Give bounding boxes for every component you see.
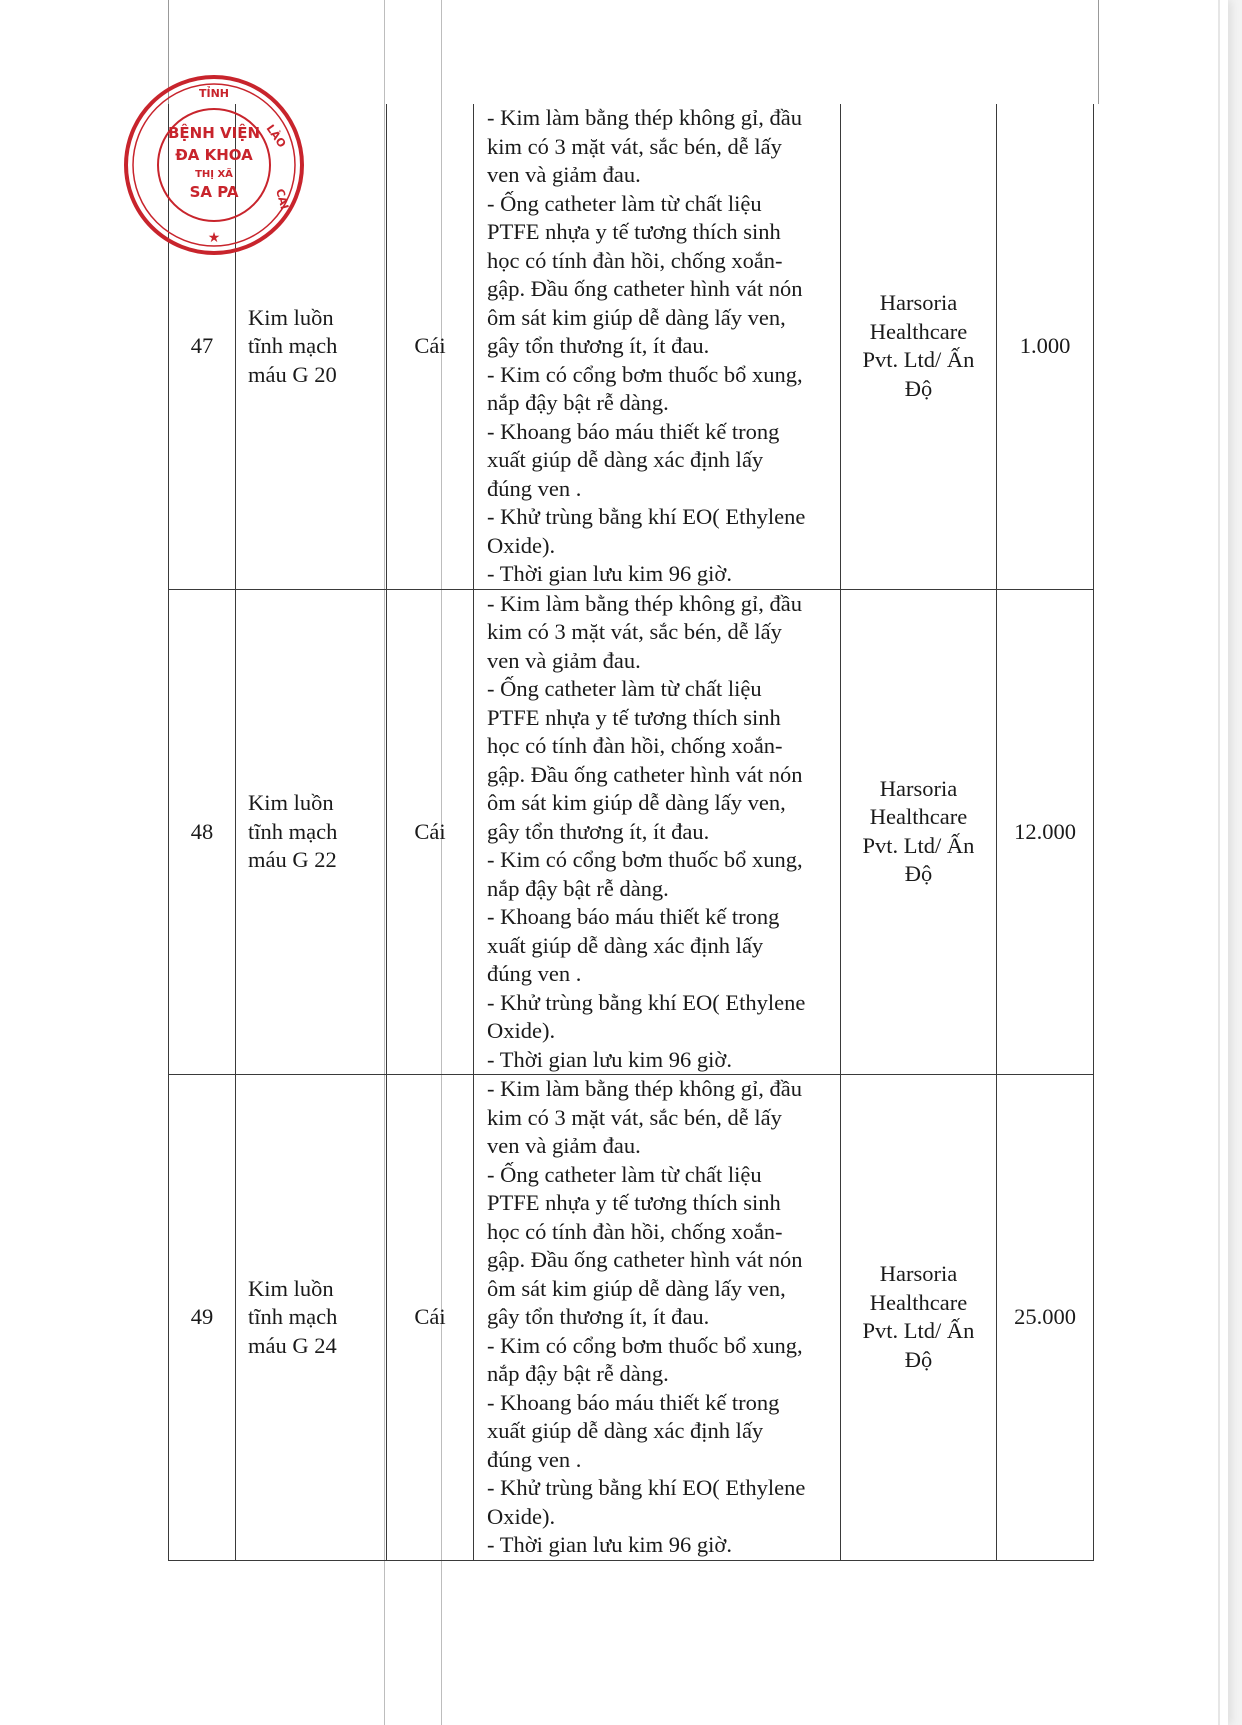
description-line: học có tính đàn hồi, chống xoắn- — [487, 1218, 783, 1244]
description-line: nắp đậy bật rễ dàng. — [487, 875, 669, 901]
quantity-value: 12.000 — [1014, 818, 1076, 844]
seal-line-2: ĐA KHOA — [175, 146, 253, 164]
product-spec-table — [168, 104, 1094, 1561]
description-line: - Ống catheter làm từ chất liệu — [487, 1161, 762, 1187]
manufacturer-line: Độ — [904, 861, 933, 887]
cell-description — [474, 104, 841, 589]
description-line: nắp đậy bật rễ dàng. — [487, 1361, 669, 1386]
seal-line-1: BỆNH VIỆN — [168, 124, 260, 142]
manufacturer-line: Pvt. Ltd/ Ấn — [862, 1318, 975, 1344]
manufacturer-line: Độ — [904, 1346, 933, 1372]
description-line: gây tổn thương ít, ít đau. — [487, 333, 710, 358]
description-line: - Kim có cổng bơm thuốc bổ xung, — [487, 847, 803, 872]
product-name-line: tĩnh mạch — [248, 818, 338, 844]
seal-star-icon: ★ — [207, 230, 221, 246]
seal-line-3: THỊ XÃ — [195, 169, 233, 180]
description-line: xuất giúp dễ dàng xác định lấy — [487, 447, 764, 472]
unit-text: Cái — [414, 1304, 446, 1329]
description-line: - Kim có cổng bơm thuốc bổ xung, — [487, 361, 803, 387]
description-line: Oxide). — [487, 532, 556, 558]
description-line: kim có 3 mặt vát, sắc bén, dễ lấy — [487, 1104, 782, 1130]
product-name-line: Kim luồn — [248, 790, 334, 815]
cell-description — [474, 589, 841, 1075]
description-line: gây tổn thương ít, ít đau. — [487, 1304, 710, 1329]
description-line: - Ống catheter làm từ chất liệu — [487, 676, 762, 701]
cell-manufacturer — [841, 1075, 997, 1561]
manufacturer-line: Pvt. Ltd/ Ấn — [862, 347, 975, 373]
description-line: kim có 3 mặt vát, sắc bén, dễ lấy — [487, 619, 782, 644]
seal-text-right: CAI — [273, 187, 292, 211]
page-edge — [1218, 0, 1220, 1725]
product-name-line: tĩnh mạch — [248, 333, 338, 358]
table-border-stub — [1098, 0, 1099, 104]
cell-product-name — [236, 589, 387, 1075]
row-number: 48 — [190, 818, 214, 844]
cell-quantity — [997, 589, 1094, 1075]
manufacturer-line: Pvt. Ltd/ Ấn — [862, 832, 975, 858]
cell-stt — [169, 1075, 236, 1561]
cell-manufacturer — [841, 104, 997, 589]
description-line: - Khử trùng bằng khí EO( Ethylene — [487, 989, 806, 1015]
description-line: - Khử trùng bằng khí EO( Ethylene — [487, 504, 806, 529]
description-line: PTFE nhựa y tế tương thích sinh — [487, 219, 781, 244]
description-line: - Ống catheter làm từ chất liệu — [487, 190, 762, 216]
row-number: 47 — [190, 333, 214, 358]
description-line: ôm sát kim giúp dễ dàng lấy ven, — [487, 1275, 786, 1301]
unit-text: Cái — [414, 818, 446, 844]
table-row — [169, 589, 1094, 1075]
description-line: - Khoang báo máu thiết kế trong — [487, 904, 780, 929]
description-line: đúng ven . — [487, 475, 582, 501]
description-line: - Kim làm bằng thép không gỉ, đầu — [487, 1076, 802, 1101]
description-line: gập. Đầu ống catheter hình vát nón — [487, 761, 803, 787]
cell-quantity — [997, 1075, 1094, 1561]
hospital-seal-stamp — [118, 70, 310, 260]
cell-product-name — [236, 1075, 387, 1561]
description-line: Oxide). — [487, 1018, 556, 1043]
description-line: gập. Đầu ống catheter hình vát nón — [487, 276, 803, 301]
description-line: - Thời gian lưu kim 96 giờ. — [487, 1046, 732, 1072]
product-name-line: máu G 20 — [248, 361, 337, 387]
cell-unit — [387, 589, 474, 1075]
quantity-value: 25.000 — [1014, 1304, 1076, 1329]
description-line: nắp đậy bật rễ dàng. — [487, 390, 669, 415]
row-number: 49 — [190, 1304, 214, 1329]
product-name-line: máu G 22 — [248, 847, 337, 872]
table-row — [169, 1075, 1094, 1561]
manufacturer-line: Harsoria — [879, 290, 958, 316]
description-line: - Khoang báo máu thiết kế trong — [487, 1389, 780, 1415]
unit-text: Cái — [414, 333, 446, 358]
seal-line-4: SA PA — [189, 183, 239, 201]
manufacturer-line: Healthcare — [869, 318, 968, 344]
manufacturer-line: Harsoria — [879, 1261, 958, 1287]
cell-quantity — [997, 104, 1094, 589]
cell-manufacturer — [841, 589, 997, 1075]
product-name-line: tĩnh mạch — [248, 1304, 338, 1329]
description-line: - Kim làm bằng thép không gỉ, đầu — [487, 590, 802, 616]
cell-description — [474, 1075, 841, 1561]
manufacturer-line: Độ — [904, 375, 933, 401]
seal-text-top: TỈNH — [198, 87, 230, 100]
description-line: - Thời gian lưu kim 96 giờ. — [487, 561, 732, 586]
description-line: - Khử trùng bằng khí EO( Ethylene — [487, 1475, 806, 1500]
description-line: Oxide). — [487, 1503, 556, 1529]
description-line: xuất giúp dễ dàng xác định lấy — [487, 1418, 764, 1443]
description-line: đúng ven . — [487, 1446, 582, 1472]
description-line: - Khoang báo máu thiết kế trong — [487, 418, 780, 444]
cell-unit — [387, 104, 474, 589]
description-line: ôm sát kim giúp dễ dàng lấy ven, — [487, 304, 786, 330]
description-line: - Kim có cổng bơm thuốc bổ xung, — [487, 1332, 803, 1358]
manufacturer-line: Healthcare — [869, 1289, 968, 1315]
description-line: học có tính đàn hồi, chống xoắn- — [487, 733, 783, 758]
description-line: ven và giảm đau. — [487, 162, 641, 187]
description-line: ôm sát kim giúp dễ dàng lấy ven, — [487, 790, 786, 815]
manufacturer-line: Healthcare — [869, 804, 968, 830]
description-line: học có tính đàn hồi, chống xoắn- — [487, 247, 783, 273]
quantity-value: 1.000 — [1019, 333, 1071, 358]
description-line: đúng ven . — [487, 961, 582, 986]
seal-text-right-top: LÀO — [263, 122, 289, 151]
description-line: gập. Đầu ống catheter hình vát nón — [487, 1247, 803, 1272]
description-line: - Thời gian lưu kim 96 giờ. — [487, 1532, 732, 1557]
description-line: kim có 3 mặt vát, sắc bén, dễ lấy — [487, 133, 782, 159]
description-line: gây tổn thương ít, ít đau. — [487, 818, 710, 844]
product-name-line: máu G 24 — [248, 1332, 337, 1358]
cell-stt — [169, 589, 236, 1075]
description-line: ven và giảm đau. — [487, 647, 641, 673]
cell-unit — [387, 1075, 474, 1561]
product-name-line: Kim luồn — [248, 304, 334, 330]
product-name-line: Kim luồn — [248, 1275, 334, 1301]
description-line: ven và giảm đau. — [487, 1133, 641, 1158]
description-line: xuất giúp dễ dàng xác định lấy — [487, 932, 764, 958]
description-line: - Kim làm bằng thép không gỉ, đầu — [487, 105, 802, 130]
description-line: PTFE nhựa y tế tương thích sinh — [487, 1190, 781, 1215]
description-line: PTFE nhựa y tế tương thích sinh — [487, 704, 781, 730]
manufacturer-line: Harsoria — [879, 775, 958, 801]
